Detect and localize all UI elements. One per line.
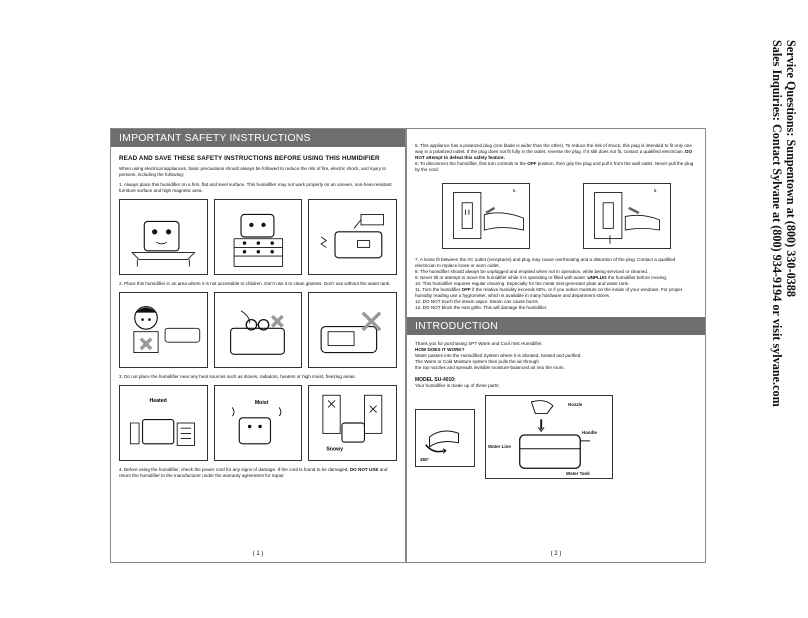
figure-moist-area bbox=[214, 385, 303, 461]
label-handle: Handle bbox=[582, 430, 598, 435]
figure-uneven-surface bbox=[214, 199, 303, 275]
safety-item-4-warning: DO NOT USE bbox=[349, 467, 379, 472]
model-number: MODEL SU-4010: bbox=[415, 377, 456, 383]
safety-item-12: 12. DO NOT touch the steam vapor. Steam can cause burns. bbox=[415, 299, 540, 304]
safety-item-11 bbox=[415, 287, 697, 299]
plug-figures bbox=[415, 183, 697, 249]
safety-item-1: 1. Always place this humidifier on a firm, flat and level surface. This humidifier may not work properly on an uneven, non-heat-resistant furniture surface and high magnetic area. bbox=[119, 182, 392, 193]
safety-item-9-text-end: the humidifier before moving. bbox=[606, 275, 668, 280]
safety-item-9-text: 9. Never tilt or attempt to move the humidifier while it is operating or filled with water. bbox=[415, 275, 588, 280]
figure-heated-area bbox=[119, 385, 208, 461]
figure-humidifier-parts bbox=[485, 395, 613, 479]
service-questions-line: Service Questions: Sunpentown at (800) 330-0388 bbox=[784, 40, 798, 297]
label-water-tank: Water Tank bbox=[566, 471, 590, 476]
side-contact-text bbox=[746, 40, 806, 560]
label-nozzle: Nozzle bbox=[568, 402, 583, 407]
safety-item-3: 3. Do not place the humidifier near any heat sources such as stoves, radiators, heaters or high moist, freezing areas. bbox=[119, 374, 356, 379]
manual-page-1 bbox=[110, 128, 406, 563]
figure-magnetic-area bbox=[308, 199, 397, 275]
safety-item-6-off: OFF bbox=[527, 161, 537, 166]
figure-row-3 bbox=[119, 385, 397, 461]
figure-unplug bbox=[583, 183, 671, 249]
how-it-works-heading: HOW DOES IT WORK? bbox=[415, 347, 465, 352]
figure-child-access bbox=[119, 292, 208, 368]
label-snowy: Snowy bbox=[326, 446, 344, 453]
page-number-2: ( 2 ) bbox=[550, 551, 562, 557]
safety-band-title: IMPORTANT SAFETY INSTRUCTIONS bbox=[111, 129, 405, 147]
figure-row-2 bbox=[119, 292, 397, 368]
sales-inquiries-line: Sales Inquiries: Contact Sylvane at (800) 934-9194 or visit sylvane.com bbox=[770, 40, 784, 407]
safety-item-7: 7. A loose fit between the AC outlet (receptacle) and plug may cause overheating and a distortion of the plug. Contact a qualified electrician to replace loose or worn outlet. bbox=[415, 257, 676, 268]
safety-item-13: 13. DO NOT block the mist grille. This will damage the humidifier. bbox=[415, 305, 548, 310]
figure-6-number: 6. bbox=[653, 188, 658, 193]
figure-level-surface bbox=[119, 199, 208, 275]
safety-item-8: 8. The humidifier should always be unplugged and emptied when not in operation, while being serviced or cleaned. bbox=[415, 269, 649, 274]
safety-item-10: 10. This humidifier requires regular cleaning. Especially for the metal mist-generator plate and water tank. bbox=[415, 281, 630, 286]
figure-polarized-plug bbox=[442, 183, 530, 249]
safety-intro: When using electrical appliances, basic precautions should always be followed to reduce the risk of fire, electric shock, and injury to persons, including the following: bbox=[119, 166, 387, 177]
label-water-line: Water Line bbox=[488, 444, 511, 449]
how-line-3: the top nozzles and spreads invisible moisture-balanced air into the room. bbox=[415, 365, 565, 370]
intro-thanks: Thank you for purchasing SPT Warm and Cool mist Humidifier. bbox=[415, 341, 543, 346]
safety-item-5-warning: DO NOT attempt to defeat this safety feature. bbox=[415, 149, 693, 160]
safety-item-5-text: 5. This appliance has a polarized plug (one blade is wider than the other). To reduce the risk of shock, this plug is intended to fit only one way in a polarized outlet. If the plug does not fit fully in the outlet, reverse the plug. If it still does not fit, contact a qualified electrician. bbox=[415, 143, 692, 154]
label-heated: Heated bbox=[149, 398, 167, 405]
safety-item-11-text-end: if the relative humidity exceeds 60%, or if you notice moisture on the inside of your windows. For proper humidity reading use a hygrometer, which is available in many hardware and department stores. bbox=[415, 287, 683, 298]
safety-item-9-unplug: UNPLUG bbox=[587, 275, 607, 280]
safety-item-6-text: 6. To disconnect the humidifier, first turn controls to the bbox=[415, 161, 528, 166]
figure-no-water-tank bbox=[308, 292, 397, 368]
parts-intro: Your humidifier is made up of these parts: bbox=[415, 383, 500, 388]
introduction-band-title: INTRODUCTION bbox=[407, 317, 705, 335]
how-line-2: The Warm or Cold Moisture system then pulls the air through bbox=[415, 359, 539, 364]
label-moist: Moist bbox=[254, 399, 269, 406]
figure-5-number: 5. bbox=[512, 188, 517, 193]
safety-item-5 bbox=[415, 143, 697, 161]
manual-page-2 bbox=[406, 128, 706, 563]
safety-item-4 bbox=[119, 467, 397, 479]
safety-item-11-off: OFF bbox=[461, 287, 471, 292]
label-rotate-360: 360° bbox=[420, 457, 430, 462]
safety-item-11-text: 11. Turn the humidifier bbox=[415, 287, 462, 292]
figure-glasses bbox=[214, 292, 303, 368]
how-line-1: Water passes into the Humidified System where it is vibrated, heated and purified. bbox=[415, 353, 582, 358]
parts-figures bbox=[415, 395, 697, 479]
page-number-1: ( 1 ) bbox=[252, 551, 264, 557]
figure-rotating-nozzle bbox=[415, 409, 475, 467]
safety-heading: READ AND SAVE THESE SAFETY INSTRUCTIONS BEFORE USING THIS HUMIDIFIER bbox=[119, 155, 380, 162]
figure-row-1 bbox=[119, 199, 397, 275]
safety-item-6 bbox=[415, 161, 697, 173]
safety-item-6-text-end: position, then grip the plug and pull it from the wall outlet. Never pull the plug by the cord. bbox=[415, 161, 694, 172]
figure-snowy-area bbox=[308, 385, 397, 461]
safety-item-2: 2. Place this humidifier in an area where it is not accessible to children. Don't use it to clean glasses. Don't use without the water tank. bbox=[119, 281, 391, 286]
safety-item-4-text: 4. Before using the humidifier, check the power cord for any signs of damage. If the cord is found to be damaged, bbox=[119, 467, 350, 472]
safety-item-4-text-end: and return the humidifier to the manufacturer under the warranty agreement for repair. bbox=[119, 467, 388, 478]
